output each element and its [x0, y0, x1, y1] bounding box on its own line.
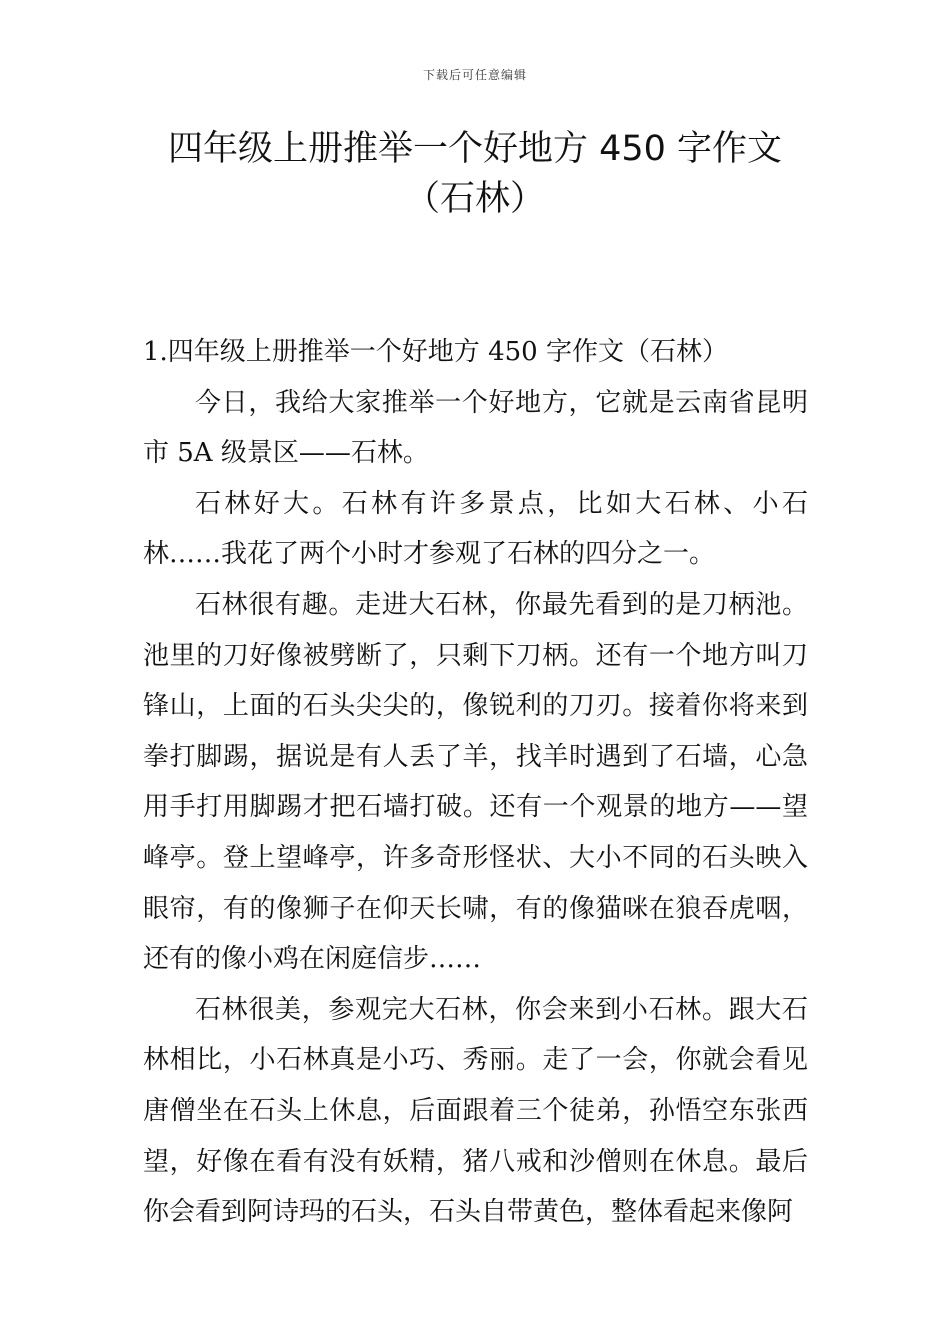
title-line-2: （石林）	[404, 179, 545, 219]
header-note: 下载后可任意编辑	[422, 68, 527, 82]
paragraph-interesting: 石林很有趣。走进大石林，你最先看到的是刀柄池。池里的刀好像被劈断了，只剩下刀柄。还有一个地方叫刀锋山，上面的石头尖尖的，像锐利的刀刃。接着你将来到拳打脚踢，据说是有人丢了羊，找羊时遇到了石墙，心急用手打用脚踢才把石墙打破。还有一个观景的地方——望峰亭。登上望峰亭，许多奇形怪状、大小不同的石头映入眼帘，有的像狮子在仰天长啸，有的像猫咪在狼吞虎咽，还有的像小鸡在闲庭信步……	[143, 589, 808, 975]
paragraph-beautiful: 石林很美，参观完大石林，你会来到小石林。跟大石林相比，小石林真是小巧、秀丽。走了一会，你就会看见唐僧坐在石头上休息，后面跟着三个徒弟，孙悟空东张西望，好像在看有没有妖精，猪八戒和沙僧则在休息。最后你会看到阿诗玛的石头，石头自带黄色，整体看起来像阿	[143, 994, 808, 1228]
title-line-1: 四年级上册推举一个好地方 450 字作文	[167, 129, 783, 169]
section-heading: 1.四年级上册推举一个好地方 450 字作文（石林）	[143, 337, 728, 367]
paragraph-big: 石林好大。石林有许多景点，比如大石林、小石林……我花了两个小时才参观了石林的四分之一。	[143, 488, 808, 570]
paragraph-intro: 今日，我给大家推举一个好地方，它就是云南省昆明市 5A 级景区——石林。	[143, 387, 808, 469]
document-title	[100, 124, 850, 224]
document-body	[143, 327, 808, 1238]
